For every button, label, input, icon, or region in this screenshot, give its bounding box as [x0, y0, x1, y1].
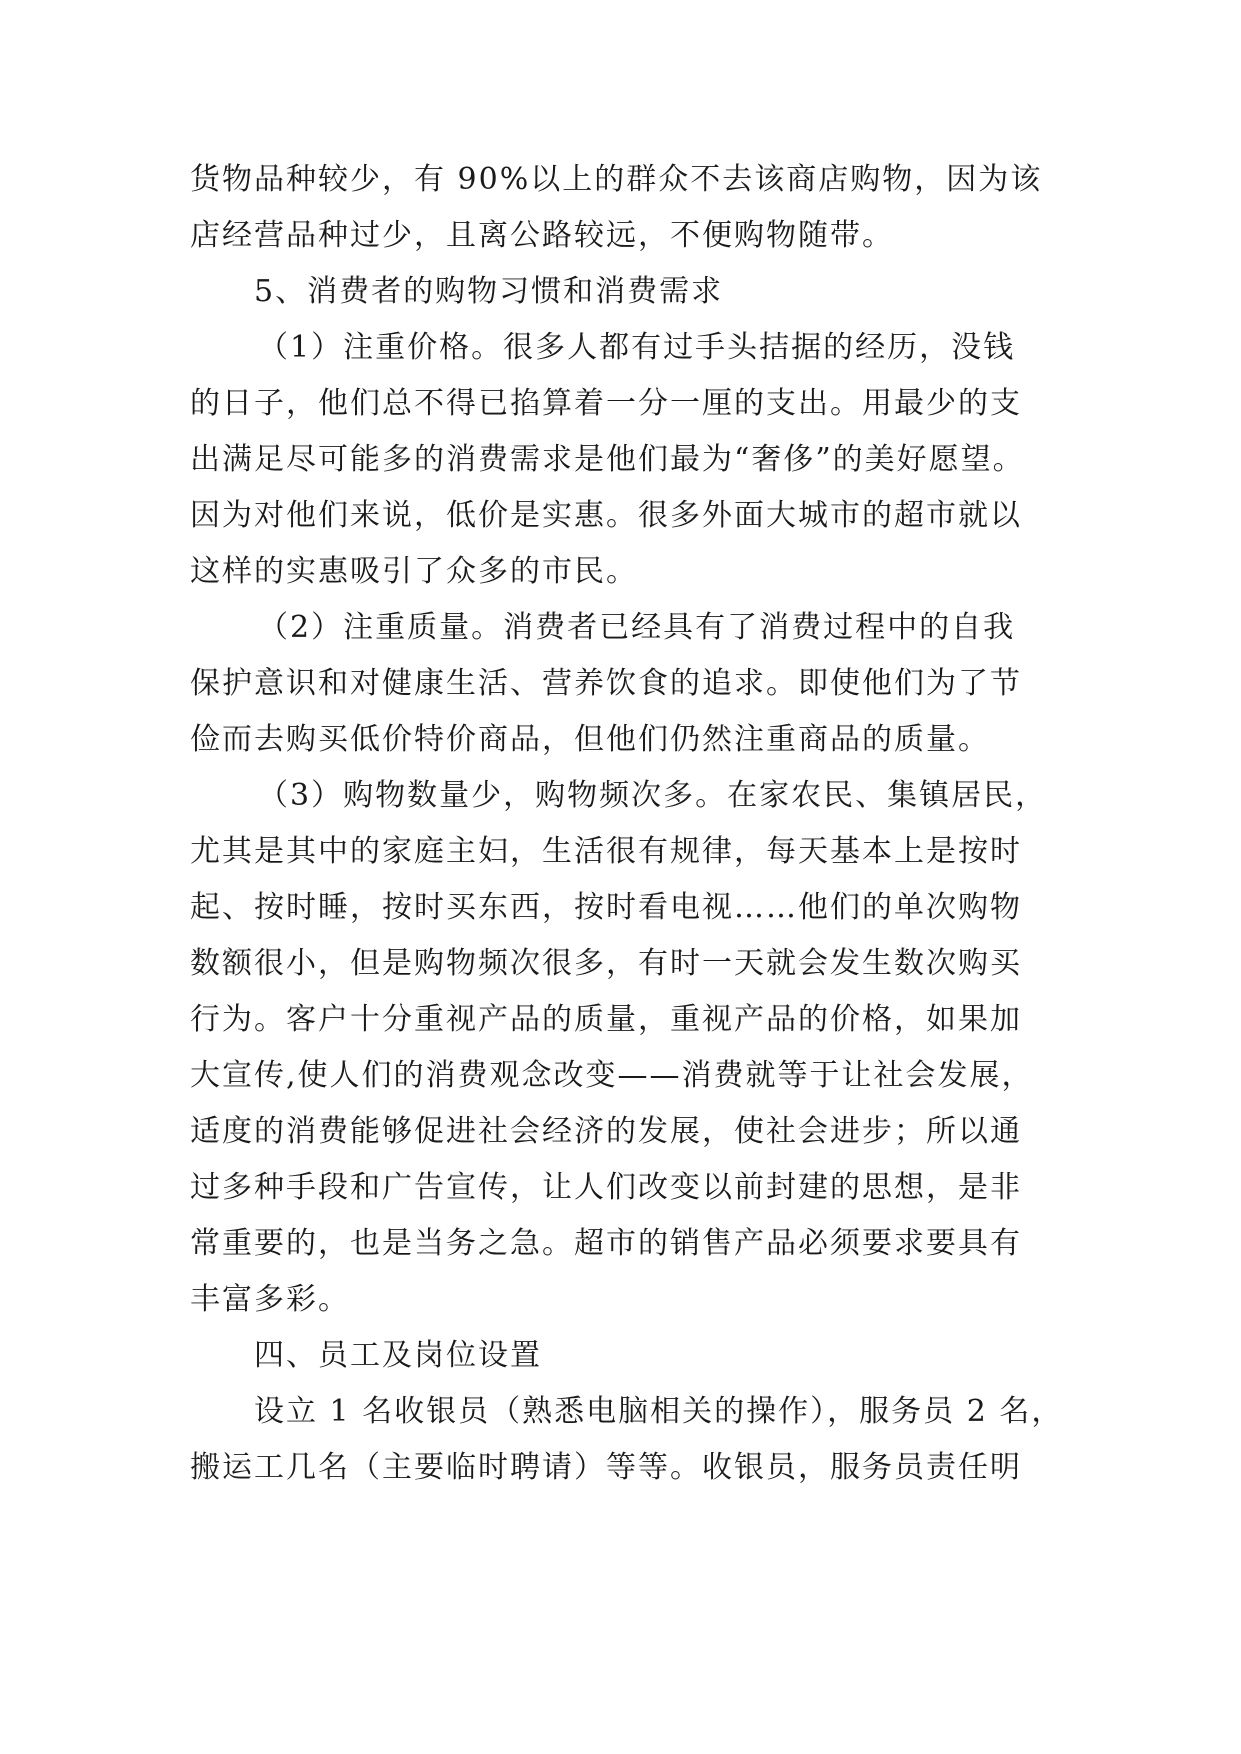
paragraph-line: （3）购物数量少，购物频次多。在家农民、集镇居民，: [258, 778, 1048, 813]
paragraph-line: 出满足尽可能多的消费需求是他们最为“奢侈”的美好愿望。: [190, 442, 1025, 477]
paragraph-line: 常重要的，也是当务之急。超市的销售产品必须要求要具有: [190, 1226, 1022, 1261]
paragraph-line: 数额很小，但是购物频次很多，有时一天就会发生数次购买: [190, 946, 1022, 981]
paragraph-line: 这样的实惠吸引了众多的市民。: [190, 554, 638, 589]
paragraph-line: 丰富多彩。: [190, 1282, 350, 1317]
paragraph-line: 俭而去购买低价特价商品，但他们仍然注重商品的质量。: [190, 722, 990, 757]
paragraph-line: 设立 1 名收银员（熟悉电脑相关的操作），服务员 2 名，: [254, 1394, 1064, 1429]
document-body: [190, 152, 1070, 1496]
paragraph-line: （2）注重质量。消费者已经具有了消费过程中的自我: [258, 610, 1016, 645]
paragraph-line: 过多种手段和广告宣传，让人们改变以前封建的思想，是非: [190, 1170, 1022, 1205]
paragraph-line: 保护意识和对健康生活、营养饮食的追求。即使他们为了节: [190, 666, 1022, 701]
paragraph-line: 货物品种较少，有 90%以上的群众不去该商店购物，因为该: [190, 162, 1043, 197]
paragraph-line: （1）注重价格。很多人都有过手头拮据的经历，没钱: [258, 330, 1016, 365]
paragraph-line: 适度的消费能够促进社会经济的发展，使社会进步；所以通: [190, 1114, 1022, 1149]
paragraph-line: 尤其是其中的家庭主妇，生活很有规律，每天基本上是按时: [190, 834, 1022, 869]
paragraph-line: 因为对他们来说，低价是实惠。很多外面大城市的超市就以: [190, 498, 1022, 533]
section-heading: 5、消费者的购物习惯和消费需求: [254, 274, 724, 309]
paragraph-line: 大宣传,使人们的消费观念改变——消费就等于让社会发展，: [190, 1058, 1034, 1093]
paragraph-line: 的日子，他们总不得已掐算着一分一厘的支出。用最少的支: [190, 386, 1022, 421]
paragraph-line: 起、按时睡，按时买东西，按时看电视……他们的单次购物: [190, 890, 1022, 925]
paragraph-line: 店经营品种过少，且离公路较远，不便购物随带。: [190, 218, 894, 253]
paragraph-line: 搬运工几名（主要临时聘请）等等。收银员，服务员责任明: [190, 1450, 1022, 1485]
section-heading: 四、员工及岗位设置: [254, 1338, 542, 1373]
paragraph-line: 行为。客户十分重视产品的质量，重视产品的价格，如果加: [190, 1002, 1022, 1037]
